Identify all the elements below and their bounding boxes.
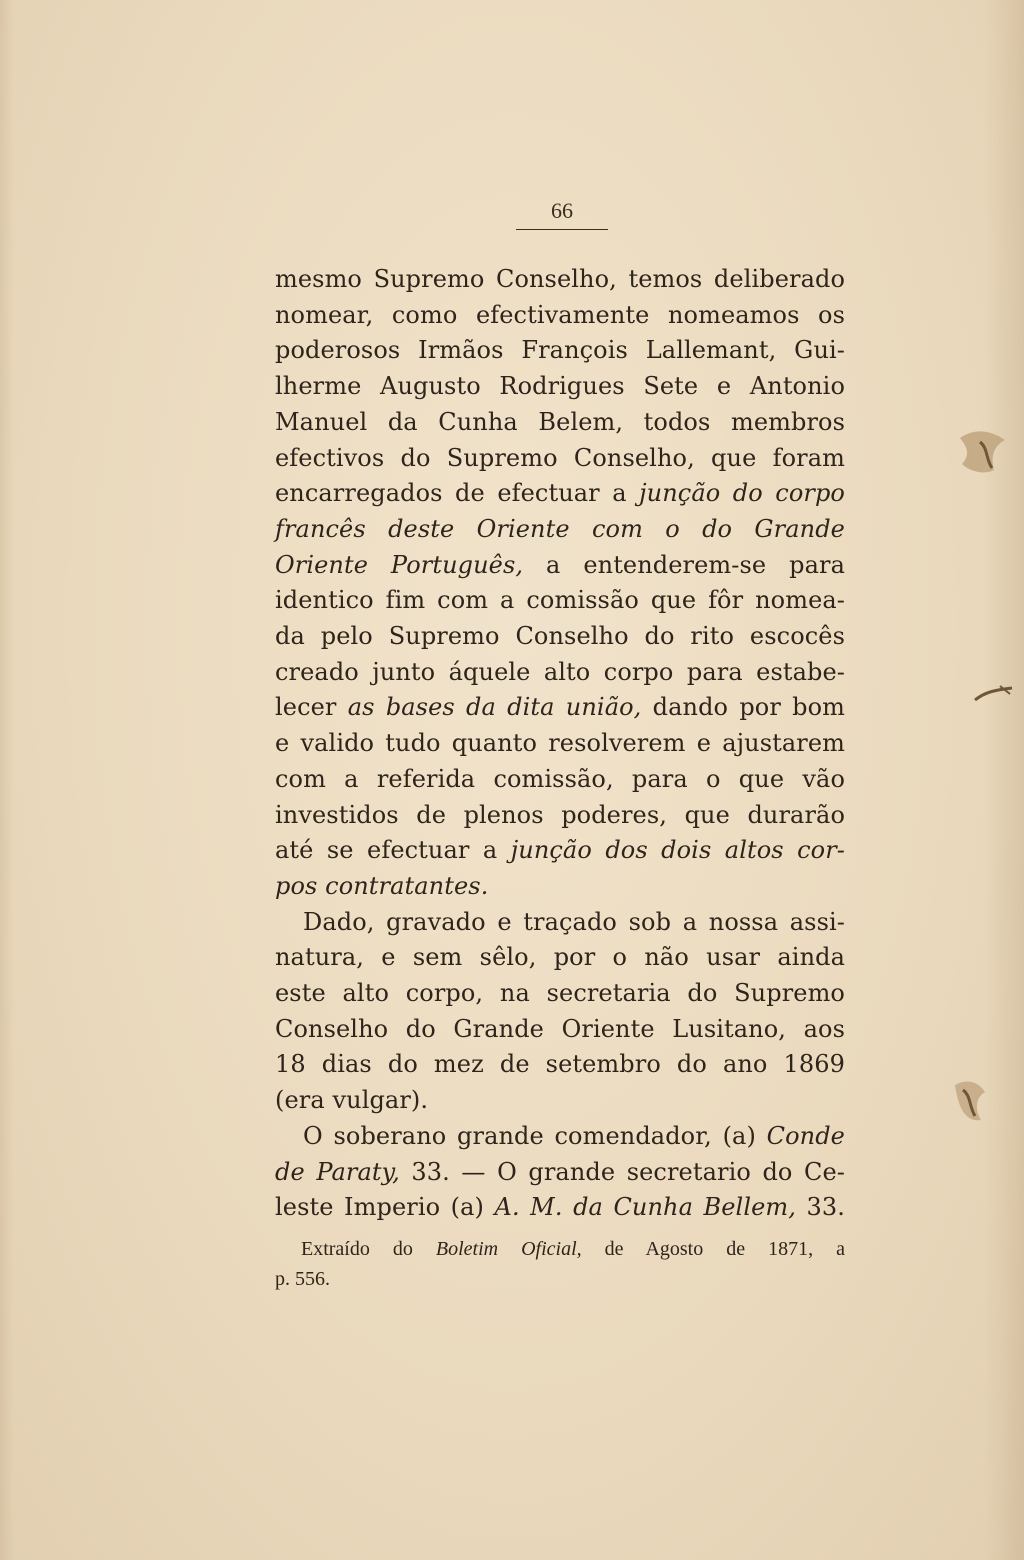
italic-text: Conde (766, 1121, 845, 1150)
text-line (275, 512, 845, 548)
text-line: Manuel da Cunha Belem, todos membros (275, 407, 845, 436)
paper-damage-mark (950, 420, 1020, 490)
italic-text: francês deste Oriente com o do Grande (275, 514, 845, 543)
text-line: efectivos do Supremo Conselho, que foram (275, 443, 845, 472)
text-line: (era vulgar). (275, 1086, 429, 1115)
text-segment: O soberano grande comendador, (a) (303, 1121, 756, 1150)
text-line: lherme Augusto Rodrigues Sete e Antonio (275, 372, 845, 401)
text-segment: 33. (806, 1193, 845, 1222)
text-line: natura, e sem sêlo, por o não usar ainda (275, 943, 845, 972)
text-line: Dado, gravado e traçado sob a nossa assi- (303, 907, 845, 936)
text-line: 18 dias do mez de setembro do ano 1869 (275, 1050, 845, 1079)
text-line (275, 548, 845, 584)
italic-text: Oriente Português, (275, 550, 524, 579)
text-line: nomear, como efectivamente nomeamos os (275, 300, 845, 329)
source-line: p. 556. (275, 1268, 330, 1290)
italic-text: junção do corpo (639, 479, 845, 508)
text-segment: lecer (275, 693, 337, 722)
text-line (275, 1155, 845, 1191)
source-prefix: Extraído do (301, 1238, 413, 1260)
text-line: poderosos Irmãos François Lallemant, Gui- (275, 336, 845, 365)
text-line: mesmo Supremo Conselho, temos deliberado (275, 265, 845, 293)
italic-text: pos contratantes. (275, 871, 489, 900)
text-line (275, 833, 845, 869)
paper-damage-mark (945, 1070, 995, 1130)
italic-text: de Paraty, (275, 1157, 400, 1186)
source-line (275, 1234, 845, 1264)
page-number: 66 (551, 198, 573, 223)
text-segment: 33. — O grande secretario do Ce- (411, 1157, 845, 1186)
italic-text: as bases da dita união, (347, 693, 642, 722)
text-segment: a entenderem-se para (546, 550, 845, 579)
page-shadow-left (0, 0, 14, 1560)
text-line (275, 476, 845, 512)
italic-text: A. M. da Cunha Bellem, (494, 1193, 797, 1222)
text-line (275, 690, 845, 726)
text-line (275, 1190, 845, 1226)
text-segment: dando por bom (652, 693, 846, 722)
text-line: Conselho do Grande Oriente Lusitano, aos (275, 1014, 845, 1043)
source-suffix: de Agosto de 1871, a (604, 1238, 846, 1260)
text-segment: leste Imperio (a) (275, 1193, 484, 1222)
text-line: identico fim com a comissão que fôr nomea- (275, 586, 845, 615)
text-line: investidos de plenos poderes, que durarão (275, 800, 845, 829)
text-line (275, 1119, 845, 1155)
page-shadow-right (984, 0, 1024, 1560)
text-line: este alto corpo, na secretaria do Supremo (275, 979, 845, 1008)
paper-damage-mark (970, 680, 1020, 710)
page-number-rule (516, 229, 608, 230)
italic-text: junção dos dois altos cor- (510, 836, 846, 865)
text-line: da pelo Supremo Conselho do rito escocês (275, 622, 845, 651)
text-line: e valido tudo quanto resolverem e ajustarem (275, 729, 845, 758)
text-segment: até se efectuar a (275, 836, 498, 865)
source-note (275, 1234, 845, 1294)
text-line (275, 869, 845, 905)
main-text (275, 262, 845, 1226)
text-line: creado junto áquele alto corpo para estabe- (275, 657, 845, 686)
text-line: com a referida comissão, para o que vão (275, 764, 845, 793)
source-title: Boletim Oficial, (435, 1238, 582, 1260)
text-segment: encarregados de efectuar a (275, 479, 627, 508)
